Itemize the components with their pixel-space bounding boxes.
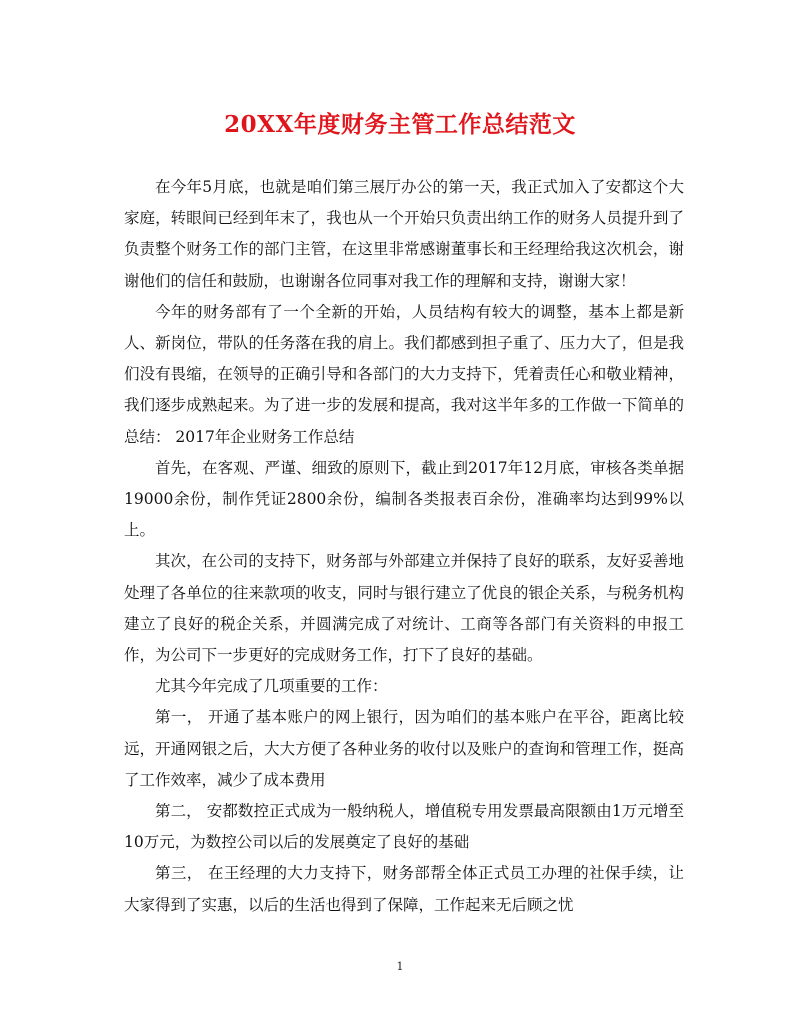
paragraph-item-three: 第三， 在王经理的大力支持下，财务部帮全体正式员工办理的社保手续，让大家得到了实惠，以后的生活也得到了保障，工作起来无后顾之忧 bbox=[124, 864, 684, 914]
paragraph-item-two: 第二， 安都数控正式成为一般纳税人，增值税专用发票最高限额由1万元增至10万元，为数控公司以后的发展奠定了良好的基础 bbox=[124, 802, 684, 852]
page-number: 1 bbox=[396, 960, 404, 973]
paragraph-first: 首先，在客观、严谨、细致的原则下，截止到2017年12月底，审核各类单据19000余份，制作凭证2800余份，编制各类报表百余份，准确率均达到99%以上。 bbox=[124, 458, 684, 540]
document-title: 20XX年度财务主管工作总结范文 bbox=[224, 111, 576, 138]
paragraph-department-overview: 今年的财务部有了一个全新的开始，人员结构有较大的调整，基本上都是新人、新岗位，带队的任务落在我的肩上。我们都感到担子重了、压力大了，但是我们没有畏缩，在领导的正确引导和各部门的大力支持下，凭着责任心和敬业精神，我们逐步成熟起来。为了进一步的发展和提高，我对这半年多的工作做一下简单的总结： 2017年企业财务工作总结 bbox=[124, 302, 684, 446]
paragraph-intro: 在今年5月底，也就是咱们第三展厅办公的第一天，我正式加入了安都这个大家庭，转眼间已经到年末了，我也从一个开始只负责出纳工作的财务人员提升到了负责整个财务工作的部门主管，在这里非常感谢董事长和王经理给我这次机会，谢谢他们的信任和鼓励，也谢谢各位同事对我工作的理解和支持，谢谢大家！ bbox=[124, 178, 684, 290]
paragraph-key-work-heading: 尤其今年完成了几项重要的工作： bbox=[155, 677, 388, 696]
paragraph-item-one: 第一， 开通了基本账户的网上银行，因为咱们的基本账户在平谷，距离比较远，开通网银之后，大大方便了各种业务的收付以及账户的查询和管理工作，挺高了工作效率，减少了成本费用 bbox=[124, 708, 684, 789]
document-body bbox=[124, 172, 684, 921]
paragraph-second: 其次，在公司的支持下，财务部与外部建立并保持了良好的联系，友好妥善地处理了各单位的往来款项的收支，同时与银行建立了优良的银企关系，与税务机构建立了良好的税企关系，并圆满完成了对统计、工商等各部门有关资料的申报工作，为公司下一步更好的完成财务工作，打下了良好的基础。 bbox=[124, 552, 684, 665]
